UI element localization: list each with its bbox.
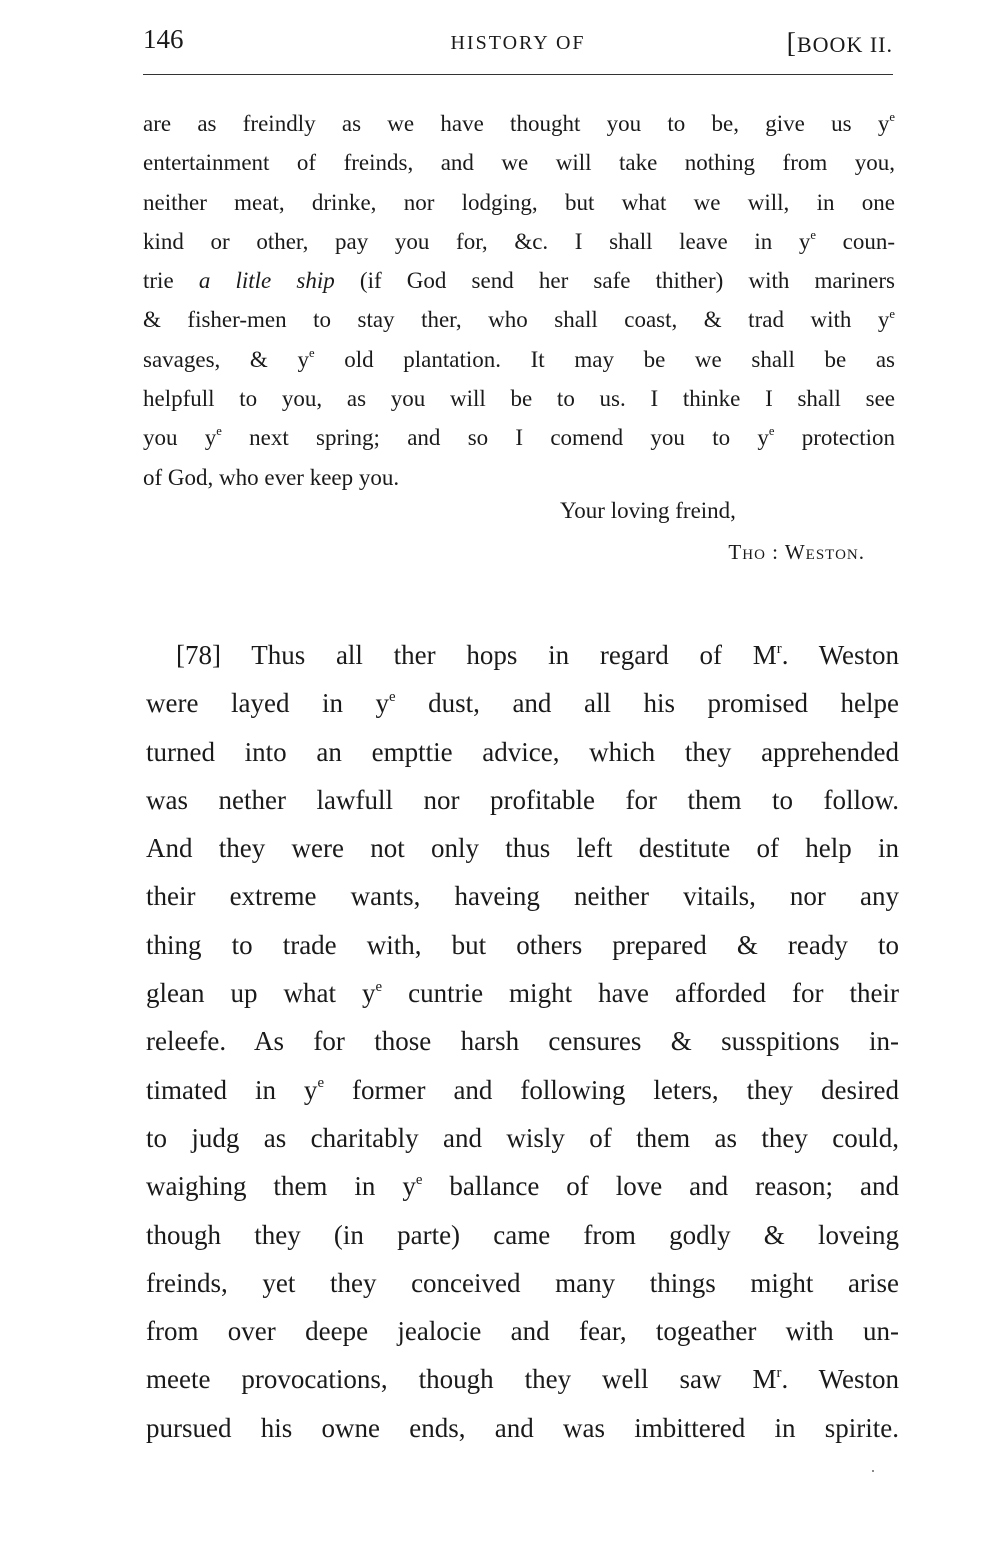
body-line: glean up what $y^e$ cuntrie might have afforded for their [146, 978, 899, 1009]
body-line: was nether lawfull nor profitable for them to follow. [146, 784, 899, 815]
letter-line: savages, & $y^e$ old plantation. It may be we shall be as [143, 345, 895, 372]
body-line: thing to trade with, but others prepared & ready to [146, 929, 899, 960]
body-line: waighing them in $y^e$ ballance of love and reason; and [146, 1171, 899, 1202]
letter-line: of God, who ever keep you. [143, 464, 400, 490]
letter-signoff: Your loving freind, [560, 498, 736, 523]
letter-line: helpfull to you, as you will be to us. I thinke I shall see [143, 386, 895, 412]
body-line: releefe. As for those harsh censures & susspitions in- [146, 1026, 899, 1057]
body-line: meete provocations, though they well saw $M^r$. Weston [146, 1364, 899, 1395]
body-line: were layed in $y^e$ dust, and all his promised helpe [146, 688, 899, 719]
running-title: HISTORY OF [450, 32, 586, 54]
page-header [143, 20, 893, 60]
body-line: timated in $y^e$ former and following leters, they desired [146, 1074, 899, 1105]
body-line: And they were not only thus left destitute of help in [146, 833, 899, 864]
body-line: from over deepe jealocie and fear, togeather with un- [146, 1316, 899, 1347]
paper-speck [872, 1470, 874, 1472]
letter-line: neither meat, drinke, nor lodging, but what we will, in one [143, 189, 895, 215]
book-bracket: [ [786, 28, 797, 59]
body-line: turned into an empttie advice, which they apprehended [146, 736, 899, 767]
body-line: [78] Thus all ther hops in regard of $M^r$. Weston [176, 640, 900, 670]
letter-signature: Tho : Weston. [728, 540, 865, 564]
book-label [787, 28, 893, 60]
letter-line: are as freindly as we have thought you to be, give us $y^e$ [143, 110, 895, 136]
page-number: 146 [143, 24, 184, 54]
body-line: freinds, yet they conceived many things might arise [146, 1267, 899, 1298]
letter-line: kind or other, pay you for, &c. I shall leave in $y^e$ coun- [143, 227, 895, 254]
book-label-text: BOOK II. [797, 32, 893, 57]
body-paragraph [146, 631, 899, 1452]
italic-phrase: a litle ship [198, 268, 335, 294]
letter-line: you $y^e$ next spring; and so I comend you to $y^e$ protection [143, 424, 896, 451]
letter-line: & fisher-men to stay ther, who shall coast, & trad with $y^e$ [143, 306, 895, 333]
letter-line: trie a litle ship (if God send her safe thither) with mariners [143, 268, 895, 294]
header-rule [143, 74, 893, 75]
body-line: pursued his owne ends, and was imbittered in spirite. [146, 1412, 899, 1443]
letter-line: entertainment of freinds, and we will take nothing from you, [143, 150, 895, 176]
body-line: to judg as charitably and wisly of them as they could, [146, 1122, 899, 1153]
body-line: their extreme wants, haveing neither vitails, nor any [146, 881, 899, 912]
letter-text [143, 104, 895, 497]
body-line: though they (in parte) came from godly & loveing [146, 1219, 899, 1250]
